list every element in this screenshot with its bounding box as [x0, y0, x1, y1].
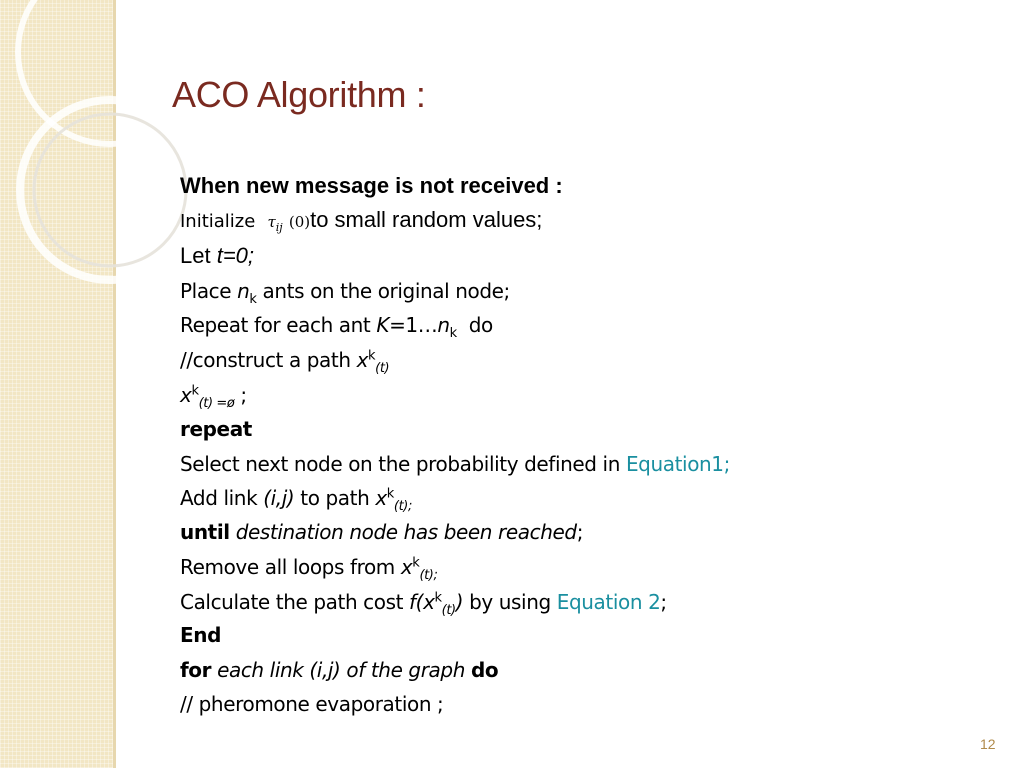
construct-x: x [356, 348, 369, 372]
calc-rest: by using [463, 590, 557, 614]
repeat-do: do [456, 313, 493, 337]
line-place [180, 279, 510, 307]
sidebar-texture [0, 0, 113, 768]
line-heading [180, 173, 563, 199]
remove-t: (t); [419, 568, 438, 583]
until-end: ; [576, 520, 584, 544]
line-select [180, 452, 730, 476]
repeat-keyword: repeat [180, 417, 252, 441]
place-text: Place [180, 279, 238, 303]
remove-k: k [412, 555, 420, 571]
initialize-word: Initialize [180, 211, 256, 232]
let-word: Let [180, 243, 217, 268]
equation2-link[interactable]: Equation 2 [556, 590, 661, 614]
page-number: 12 [980, 736, 996, 752]
add-rest: to path [294, 486, 376, 510]
place-k: k [249, 292, 257, 307]
sidebar-edge [113, 0, 116, 768]
for-do: do [470, 658, 499, 682]
line-until [180, 520, 583, 544]
calc-f: f(x [409, 590, 435, 614]
remove-text: Remove all loops from [180, 555, 401, 579]
construct-k: k [368, 348, 376, 364]
add-x: x [375, 486, 387, 510]
line-add-link [180, 486, 412, 514]
empty-end: ; [234, 383, 247, 407]
construct-text: //construct a path [180, 348, 357, 372]
select-text: Select next node on the probability defined in [180, 452, 626, 476]
line-repeat-for [180, 313, 493, 341]
heading-text: When new message is not received : [180, 173, 563, 198]
line-let [180, 243, 254, 269]
empty-x: x [180, 383, 192, 407]
line-initialize [180, 207, 542, 233]
line-repeat-keyword [180, 417, 252, 441]
until-keyword: until [180, 520, 230, 544]
add-ij: (i,j) [263, 486, 295, 510]
repeat-range: =1… [389, 313, 438, 337]
line-construct [180, 348, 390, 376]
end-keyword: End [180, 623, 222, 647]
repeat-k: k [449, 326, 457, 341]
repeat-K: K [376, 313, 390, 337]
construct-t: (t) [375, 361, 390, 376]
line-remove-loops [180, 555, 438, 583]
for-text: each link (i,j) of the graph [211, 658, 471, 682]
initialize-rest: to small random values; [310, 207, 543, 232]
line-empty-path [180, 383, 247, 411]
calc-k: k [434, 590, 442, 606]
add-t: (t); [393, 499, 412, 514]
empty-sub: (t) =ø [198, 396, 235, 411]
line-calculate [180, 590, 667, 618]
add-k: k [386, 486, 394, 502]
let-value: t=0; [216, 243, 255, 268]
place-n: n [237, 279, 250, 303]
tau-symbol: τ [267, 213, 276, 231]
until-text: destination node has been reached [229, 520, 577, 544]
tau-formula [267, 207, 310, 232]
line-evaporation [180, 692, 443, 716]
add-text: Add link [180, 486, 264, 510]
equation1-link[interactable]: Equation1; [625, 452, 730, 476]
slide-title: ACO Algorithm : [172, 74, 426, 115]
empty-k: k [191, 383, 199, 399]
repeat-for-text: Repeat for each ant [180, 313, 377, 337]
calc-t: (t) [441, 603, 456, 618]
repeat-n: n [437, 313, 450, 337]
calc-end: ; [660, 590, 667, 614]
for-keyword: for [180, 658, 212, 682]
tau-subscript: ij [275, 221, 283, 234]
line-for [180, 658, 498, 682]
line-end [180, 623, 221, 647]
evaporation-text: // pheromone evaporation ; [180, 692, 444, 716]
place-rest: ants on the original node; [256, 279, 510, 303]
calc-text: Calculate the path cost [180, 590, 410, 614]
remove-x: x [400, 555, 413, 579]
calc-close: ) [455, 590, 464, 614]
tau-argument: (0) [288, 213, 311, 231]
